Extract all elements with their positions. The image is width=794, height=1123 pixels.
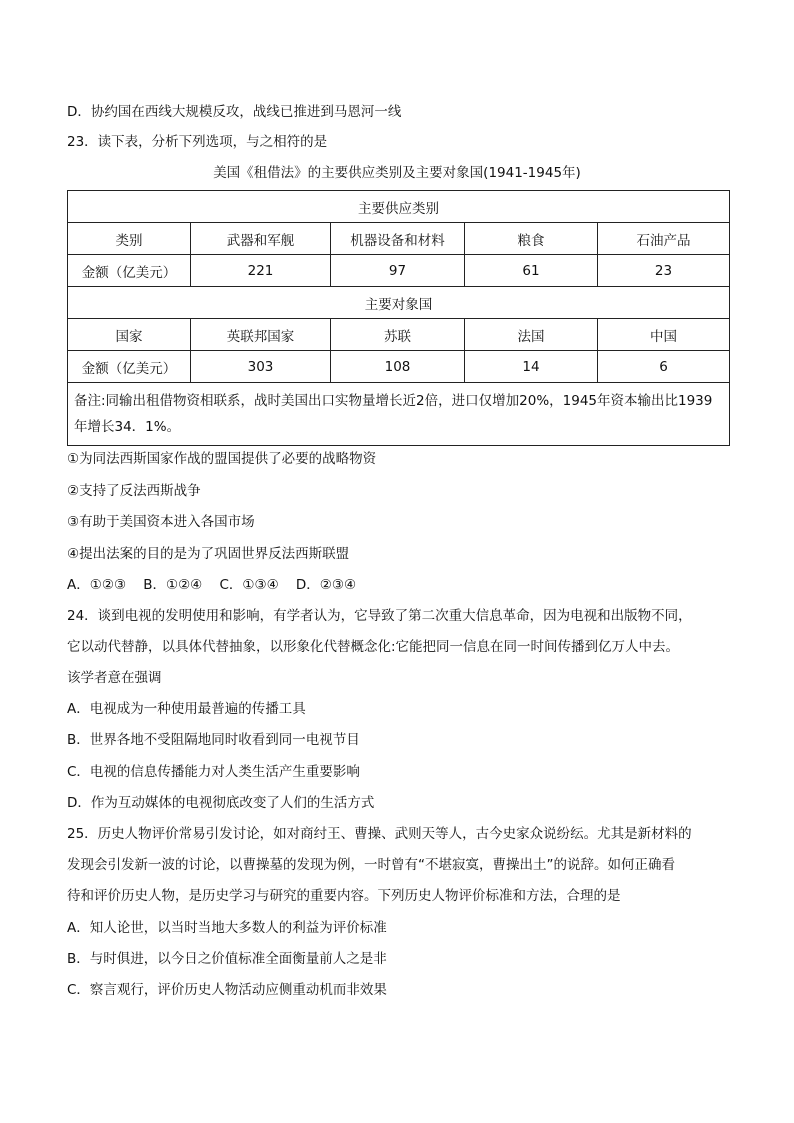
table-row [68, 191, 730, 223]
table-cell: 中国 [598, 319, 730, 351]
table-cell: 法国 [465, 319, 598, 351]
option-d-line: D．协约国在西线大规模反攻，战线已推进到马恩河一线 [67, 104, 402, 120]
q24-option-b: B．世界各地不受阻隔地同时收看到同一电视节目 [67, 732, 360, 748]
q24-option-a: A．电视成为一种使用最普遍的传播工具 [67, 701, 306, 717]
q24-option-d: D．作为互动媒体的电视彻底改变了人们的生活方式 [67, 795, 375, 811]
table-cell: 英联邦国家 [191, 319, 331, 351]
section-header-countries: 主要对象国 [68, 287, 730, 319]
q25-option-a: A．知人论世，以当时当地大多数人的利益为评价标准 [67, 920, 387, 936]
q23-item-2: ②支持了反法西斯战争 [67, 483, 201, 499]
table-row [68, 255, 730, 287]
section-header-categories: 主要供应类别 [68, 191, 730, 223]
table-cell: 类别 [68, 223, 191, 255]
table-cell: 108 [331, 351, 465, 383]
table-row [68, 319, 730, 351]
q25-stem-line-3: 待和评价历史人物，是历史学习与研究的重要内容。下列历史人物评价标准和方法，合理的是 [67, 888, 621, 904]
q23-answer-options: A．①②③ B．①②④ C．①③④ D．②③④ [67, 577, 357, 593]
table-cell: 武器和军舰 [191, 223, 331, 255]
q25-option-c: C．察言观行，评价历史人物活动应侧重动机而非效果 [67, 982, 387, 998]
table-cell: 金额（亿美元） [68, 351, 191, 383]
table-cell: 粮食 [465, 223, 598, 255]
q24-stem-line-3: 该学者意在强调 [67, 670, 162, 686]
q25-stem-line-1: 25．历史人物评价常易引发讨论，如对商纣王、曹操、武则天等人，古今史家众说纷纭。尤其是新材料的 [67, 826, 692, 842]
table-row [68, 223, 730, 255]
table-cell: 苏联 [331, 319, 465, 351]
table-caption: 美国《租借法》的主要供应类别及主要对象国(1941-1945年) [213, 165, 581, 181]
lend-lease-table [67, 190, 730, 446]
table-cell: 221 [191, 255, 331, 287]
q24-stem-line-1: 24．谈到电视的发明使用和影响，有学者认为，它导致了第二次重大信息革命，因为电视和出版物不同， [67, 608, 692, 624]
table-row [68, 351, 730, 383]
table-cell: 23 [598, 255, 730, 287]
table-cell: 机器设备和材料 [331, 223, 465, 255]
q25-stem-line-2: 发现会引发新一波的讨论，以曹操墓的发现为例，一时曾有“不堪寂寞，曹操出土”的说辞。如何正确看 [67, 857, 675, 873]
table-cell: 61 [465, 255, 598, 287]
table-cell: 国家 [68, 319, 191, 351]
q23-item-4: ④提出法案的目的是为了巩固世界反法西斯联盟 [67, 546, 350, 562]
table-cell: 石油产品 [598, 223, 730, 255]
table-cell: 303 [191, 351, 331, 383]
q23-item-3: ③有助于美国资本进入各国市场 [67, 514, 255, 530]
table-cell: 6 [598, 351, 730, 383]
q24-stem-line-2: 它以动代替静，以具体代替抽象，以形象化代替概念化:它能把同一信息在同一时间传播到亿万人中去。 [67, 639, 680, 655]
q24-option-c: C．电视的信息传播能力对人类生活产生重要影响 [67, 764, 360, 780]
table-note: 备注:同输出租借物资相联系，战时美国出口实物量增长近2倍，进口仅增加20%，1945年资本输出比1939年增长34．1%。 [68, 383, 730, 446]
q25-option-b: B．与时俱进，以今日之价值标准全面衡量前人之是非 [67, 951, 387, 967]
table-cell: 金额（亿美元） [68, 255, 191, 287]
table-row [68, 383, 730, 446]
table-cell: 97 [331, 255, 465, 287]
question-23-stem: 23．读下表，分析下列选项，与之相符的是 [67, 134, 328, 150]
table-cell: 14 [465, 351, 598, 383]
table-row [68, 287, 730, 319]
q23-item-1: ①为同法西斯国家作战的盟国提供了必要的战略物资 [67, 451, 377, 467]
